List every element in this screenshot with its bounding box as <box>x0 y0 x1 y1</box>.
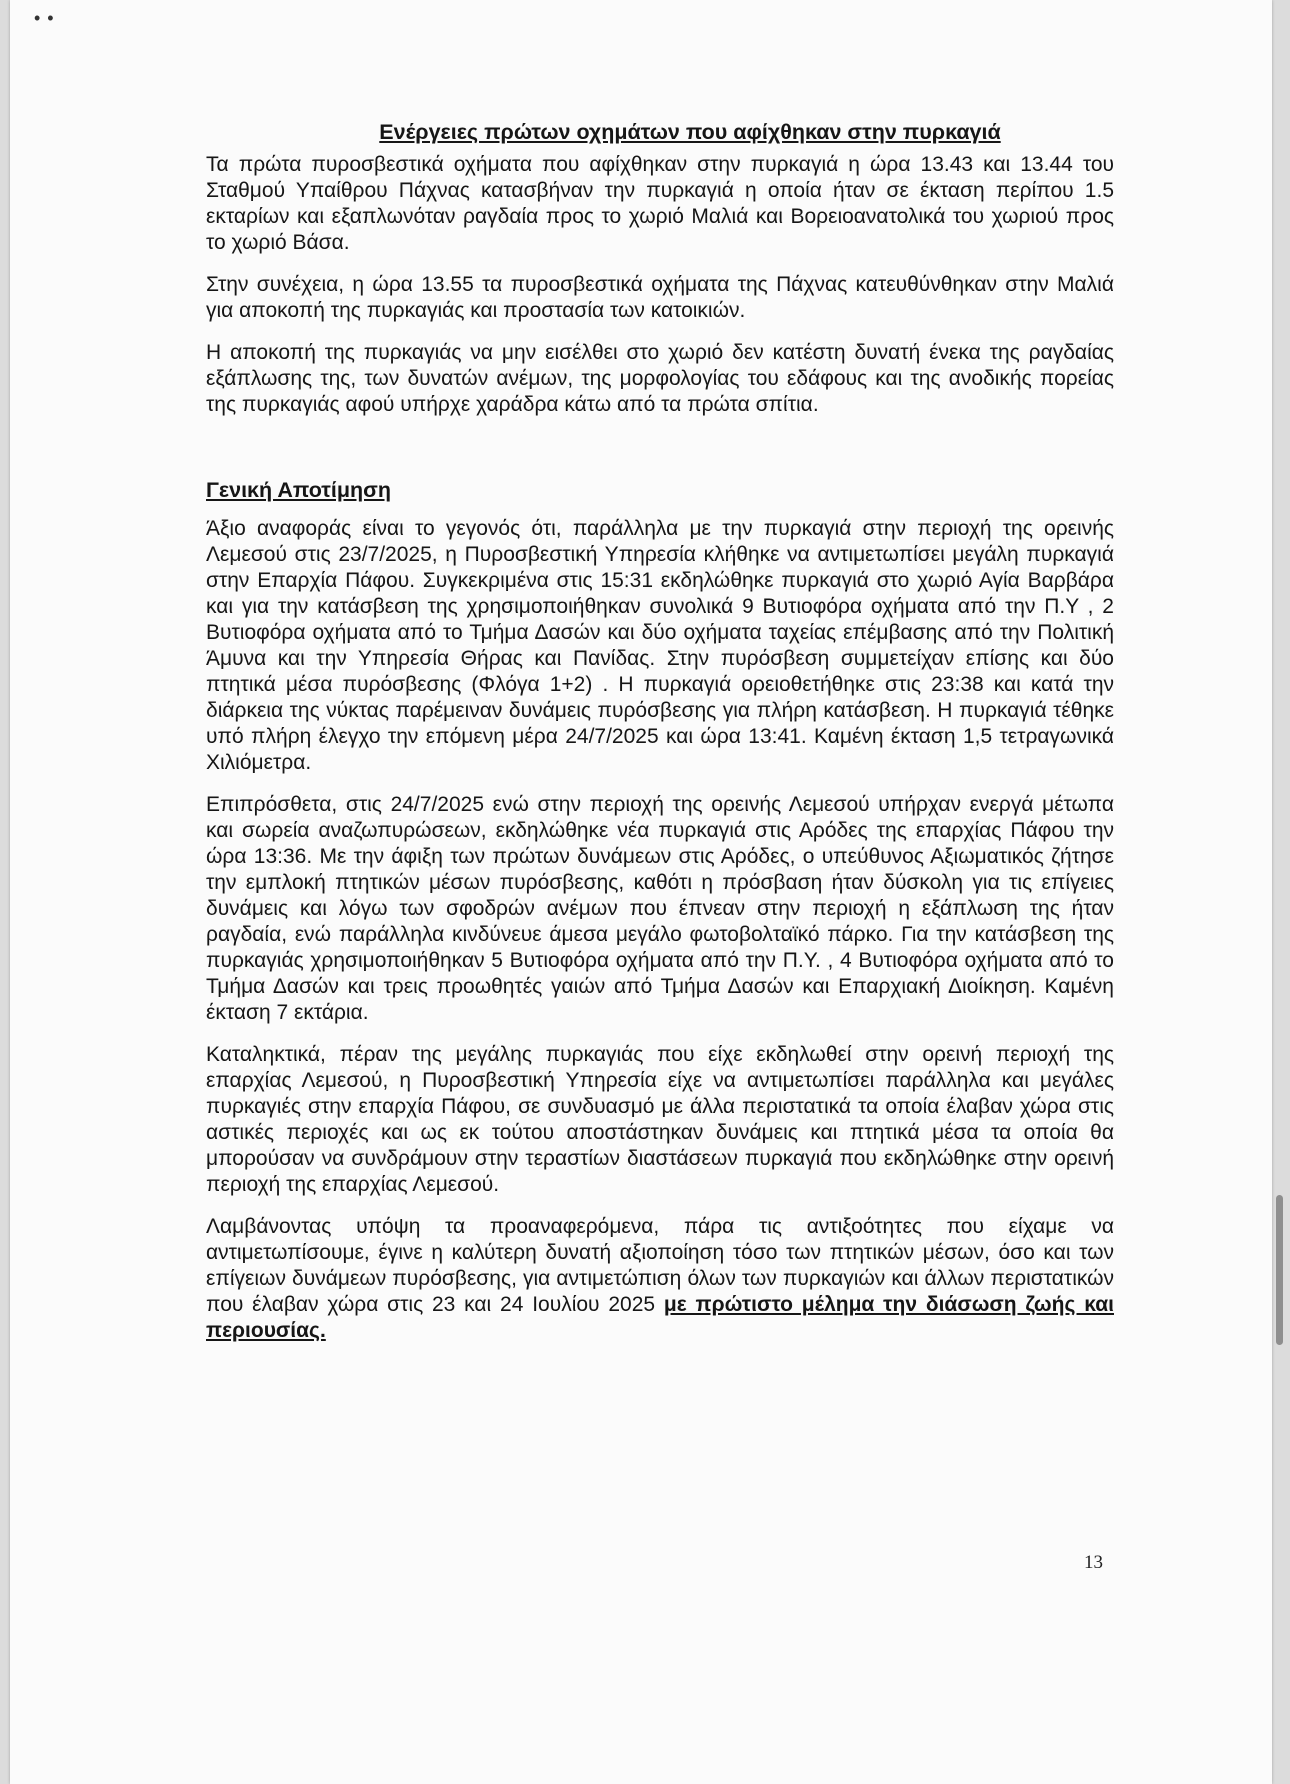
paragraph: Τα πρώτα πυροσβεστικά οχήματα που αφίχθηκαν στην πυρκαγιά η ώρα 13.43 και 13.44 του Σταθμού Υπαίθρου Πάχνας κατασβήναν την πυρκαγιά η οποία ήταν σε έκταση περίπου 1.5 εκταρίων και εξαπλωνόταν ραγδαία προς το χωριό Μαλιά και Βορειοανατολικά του χωριού προς το χωριό Βάσα. <box>206 153 1114 254</box>
closing-paragraph-emphasis: με πρώτιστο μέλημα την διάσωση ζωής και περιουσίας. <box>206 1293 1114 1342</box>
document-body <box>206 118 1114 1360</box>
section-heading-first-vehicles: Ενέργειες πρώτων οχημάτων που αφίχθηκαν στην πυρκαγιά <box>379 120 1001 144</box>
document-page <box>10 0 1272 1784</box>
closing-paragraph-text: Λαμβάνοντας υπόψη τα προαναφερόμενα, πάρα τις αντιξοότητες που είχαμε να αντιμετωπίσουμε, έγινε η καλύτερη δυνατή αξιοποίηση τόσο των πτητικών μέσων, όσο και των επίγειων δυνάμεων πυρόσβεσης, για αντιμετώπιση όλων των πυρκαγιών και άλλων περιστατικών που έλαβαν χώρα στις 23 και 24 Ιουλίου 2025 <box>206 1215 1114 1316</box>
page-number: 13 <box>1084 1552 1103 1573</box>
paragraph: Στην συνέχεια, η ώρα 13.55 τα πυροσβεστικά οχήματα της Πάχνας κατευθύνθηκαν στην Μαλιά για αποκοπή της πυρκαγιάς και προστασία των κατοικιών. <box>206 273 1114 322</box>
paragraph: Η αποκοπή της πυρκαγιάς να μην εισέλθει στο χωριό δεν κατέστη δυνατή ένεκα της ραγδαίας εξάπλωσης της, των δυνατών ανέμων, της μορφολογίας του εδάφους και της ανοδικής πορείας της πυρκαγιάς αφού υπήρχε χαράδρα κάτω από τα πρώτα σπίτια. <box>206 341 1114 416</box>
scrollbar[interactable] <box>1276 1195 1283 1345</box>
corner-marks: • • <box>34 8 55 28</box>
section-heading-general-assessment: Γενική Αποτίμηση <box>206 478 391 502</box>
closing-paragraph <box>206 1214 1114 1344</box>
paragraph: Επιπρόσθετα, στις 24/7/2025 ενώ στην περιοχή της ορεινής Λεμεσού υπήρχαν ενεργά μέτωπα και σωρεία αναζωπυρώσεων, εκδηλώθηκε νέα πυρκαγιά στις Αρόδες της επαρχίας Πάφου την ώρα 13:36. Με την άφιξη των πρώτων δυνάμεων στις Αρόδες, ο υπεύθυνος Αξιωματικός ζήτησε την εμπλοκή πτητικών μέσων πυρόσβεσης, καθότι η πρόσβαση ήταν δύσκολη για τις επίγειες δυνάμεις και λόγω των σφοδρών ανέμων που έπνεαν στην περιοχή η εξάπλωση της ήταν ραγδαία, ενώ παράλληλα κινδύνευε άμεσα μεγάλο φωτοβολταϊκό πάρκο. Για την κατάσβεση της πυρκαγιάς χρησιμοποιήθηκαν 5 Βυτιοφόρα οχήματα από την Π.Υ. , 4 Βυτιοφόρα οχήματα από το Τμήμα Δασών και τρεις προωθητές γαιών από Τμήμα Δασών και Επαρχιακή Διοίκηση. Καμένη έκταση 7 εκτάρια. <box>206 793 1114 1024</box>
paragraph: Καταληκτικά, πέραν της μεγάλης πυρκαγιάς που είχε εκδηλωθεί στην ορεινή περιοχή της επαρχίας Λεμεσού, η Πυροσβεστική Υπηρεσία είχε να αντιμετωπίσει παράλληλα και μεγάλες πυρκαγιές στην επαρχία Πάφου, σε συνδυασμό με άλλα περιστατικά τα οποία έλαβαν χώρα στις αστικές περιοχές και ως εκ τούτου αποστάστηκαν δυνάμεις και πτητικά μέσα τα οποία θα μπορούσαν να συνδράμουν στην τεραστίων διαστάσεων πυρκαγιά που εκδηλώθηκε στην ορεινή περιοχή της επαρχίας Λεμεσού. <box>206 1043 1114 1196</box>
paragraph: Άξιο αναφοράς είναι το γεγονός ότι, παράλληλα με την πυρκαγιά στην περιοχή της ορεινής Λεμεσού στις 23/7/2025, η Πυροσβεστική Υπηρεσία κλήθηκε να αντιμετωπίσει μεγάλη πυρκαγιά στην Επαρχία Πάφου. Συγκεκριμένα στις 15:31 εκδηλώθηκε πυρκαγιά στο χωριό Αγία Βαρβάρα και για την κατάσβεση της χρησιμοποιήθηκαν συνολικά 9 Βυτιοφόρα οχήματα από την Π.Υ , 2 Βυτιοφόρα οχήματα από το Τμήμα Δασών και δύο οχήματα ταχείας επέμβασης από την Πολιτική Άμυνα και την Υπηρεσία Θήρας και Πανίδας. Στην πυρόσβεση συμμετείχαν επίσης και δύο πτητικά μέσα πυρόσβεσης (Φλόγα 1+2) . Η πυρκαγιά ορειοθετήθηκε στις 23:38 και κατά την διάρκεια της νύκτας παρέμειναν δυνάμεις πυρόσβεσης για πλήρη κατάσβεση. Η πυρκαγιά τέθηκε υπό πλήρη έλεγχο την επόμενη μέρα 24/7/2025 και ώρα 13:41. Καμένη έκταση 1,5 τετραγωνικά Χιλιόμετρα. <box>206 517 1114 774</box>
